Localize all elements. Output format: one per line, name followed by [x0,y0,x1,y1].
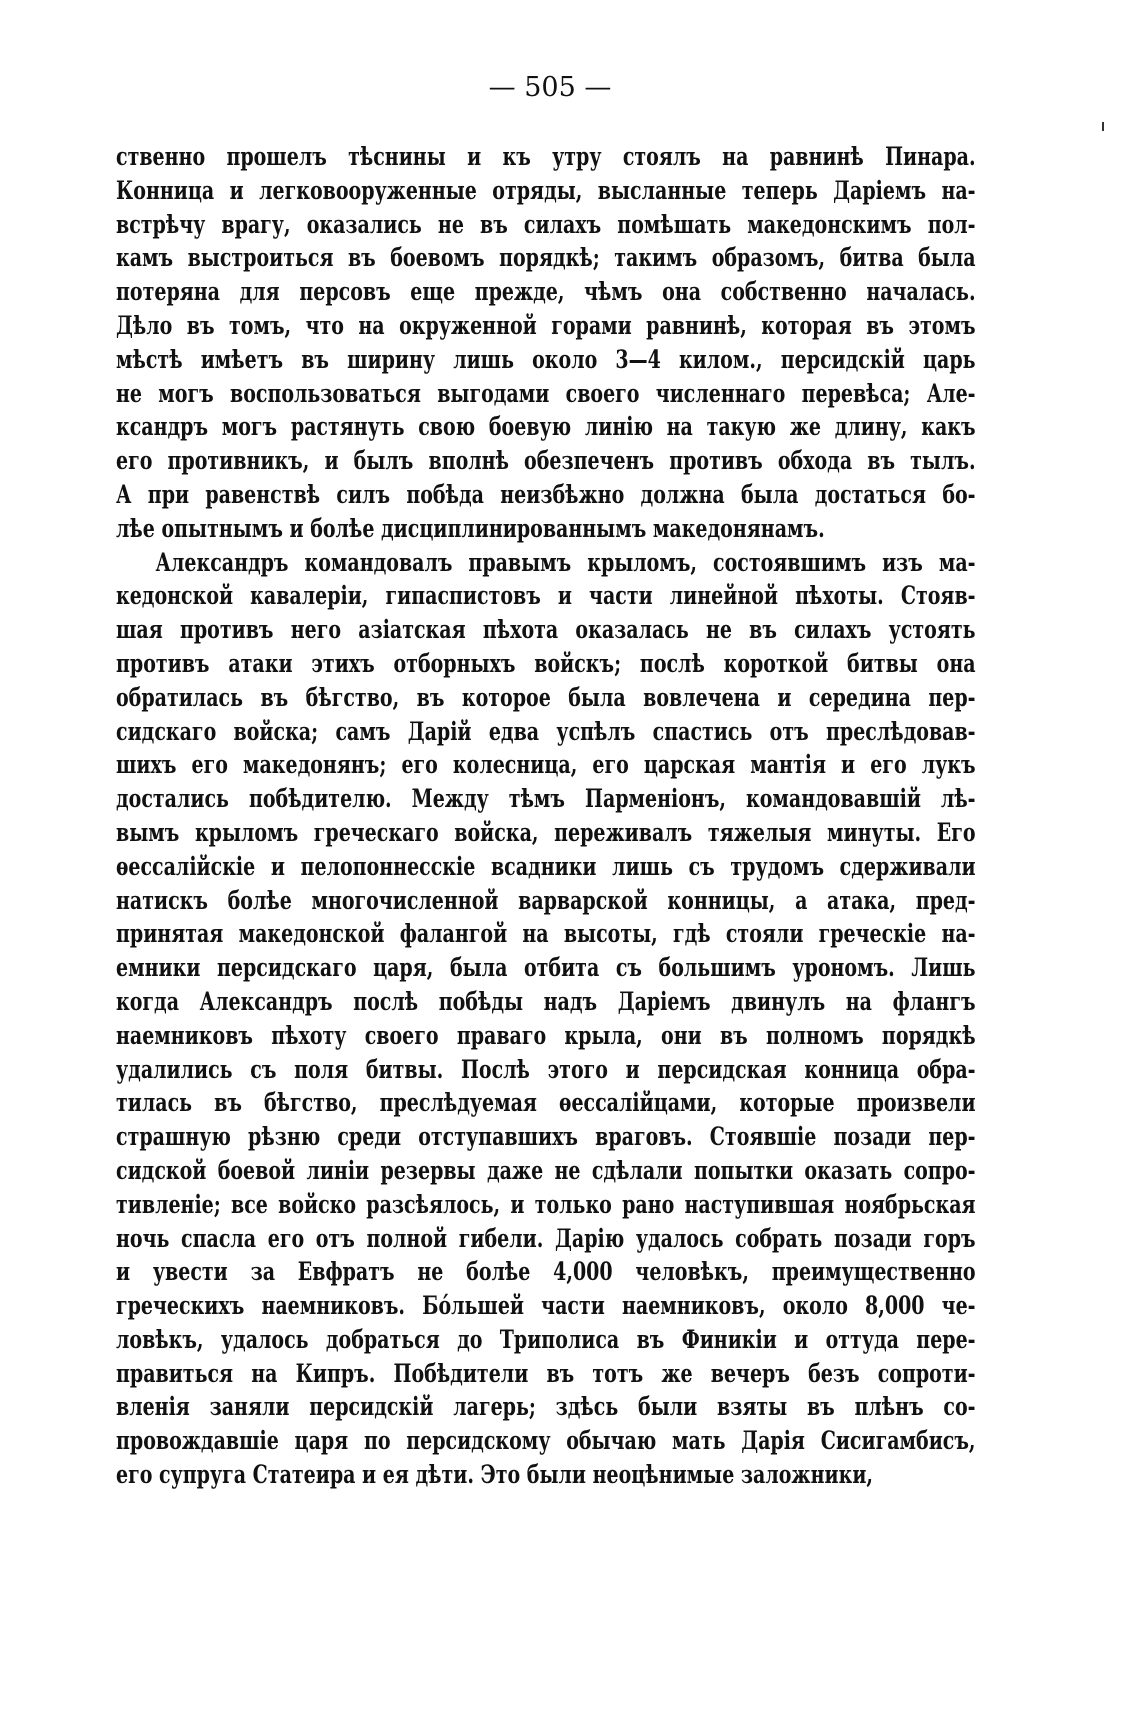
text-line: обратилась въ бѣгство, въ которое была вовлечена и середина пер- [116,682,976,712]
text-line: тилась въ бѣгство, преслѣдуемая ѳессалійцами, которые произвели [116,1088,976,1118]
text-line: правиться на Кипръ. Побѣдители въ тотъ же вечеръ безъ сопроти- [116,1358,976,1388]
text-line: и увести за Евфратъ не болѣе 4,000 человѣкъ, преимущественно [116,1257,976,1287]
text-line: ловѣкъ, удалось добраться до Триполиса въ Финикіи и оттуда пере- [116,1324,976,1354]
text-line: принятая македонской фалангой на высоты, гдѣ стояли греческіе на- [116,919,976,949]
text-line: тивленіе; все войско разсѣялось, и только рано наступившая ноябрьская [116,1189,976,1219]
text-line: мѣстѣ имѣетъ въ ширину лишь около 3—4 килом., персидскій царь [116,344,976,374]
text-line: противъ атаки этихъ отборныхъ войскъ; послѣ короткой битвы она [116,648,976,678]
text-line: Дѣло въ томъ, что на окруженной горами равнинѣ, которая въ этомъ [116,310,976,340]
print-speck [1102,122,1104,131]
text-line: достались побѣдителю. Между тѣмъ Парменіонъ, командовавшій лѣ- [116,784,976,814]
text-line: Конница и легковооруженные отряды, высланные теперь Даріемъ на- [116,175,976,205]
text-line: лѣе опытнымъ и болѣе дисциплинированнымъ македонянамъ. [116,513,825,543]
text-line: когда Александръ послѣ побѣды надъ Даріемъ двинулъ на флангъ [116,986,976,1016]
page-number: — 505 — [488,72,612,103]
text-line: сидской боевой линіи резервы даже не сдѣлали попытки оказать сопро- [116,1155,976,1185]
text-line: ночь спасла его отъ полной гибели. Дарію удалось собрать позади горъ [116,1223,976,1253]
text-line: страшную рѣзню среди отступавшихъ враговъ. Стоявшіе позади пер- [116,1122,976,1152]
text-line: его супруга Статеира и ея дѣти. Это были неоцѣнимые заложники, [116,1460,874,1490]
text-line: вымъ крыломъ греческаго войска, переживалъ тяжелыя минуты. Его [116,817,976,847]
text-line: ѳессалійскіе и пелопоннесскіе всадники лишь съ трудомъ сдерживали [116,851,976,881]
text-line: вленія заняли персидскій лагерь; здѣсь были взяты въ плѣнъ со- [116,1392,976,1422]
text-line: натискъ болѣе многочисленной варварской конницы, а атака, пред- [116,885,976,915]
text-line: шихъ его македонянъ; его колесница, его царская мантія и его лукъ [116,750,976,780]
text-line: Александръ командовалъ правымъ крыломъ, состоявшимъ изъ ма- [155,547,976,577]
text-line: емники персидскаго царя, была отбита съ большимъ урономъ. Лишь [116,953,976,983]
text-line: камъ выстроиться въ боевомъ порядкѣ; такимъ образомъ, битва была [116,243,976,273]
text-line: шая противъ него азіатская пѣхота оказалась не въ силахъ устоять [116,615,976,645]
text-line: кедонской кавалеріи, гипаспистовъ и части линейной пѣхоты. Стояв- [116,581,976,611]
text-line: его противникъ, и былъ вполнѣ обезпеченъ противъ обхода въ тылъ. [116,446,976,476]
text-line: потеряна для персовъ еще прежде, чѣмъ она собственно началась. [116,277,976,307]
text-line: сидскаго войска; самъ Дарій едва успѣлъ спастись отъ преслѣдовав- [116,716,976,746]
text-line: встрѣчу врагу, оказались не въ силахъ помѣшать македонскимъ пол- [116,209,976,239]
text-line: ственно прошелъ тѣснины и къ утру стоялъ на равнинѣ Пинара. [116,142,976,171]
text-line: удалились съ поля битвы. Послѣ этого и персидская конница обра- [116,1054,976,1084]
text-line: греческихъ наемниковъ. Бо́льшей части наемниковъ, около 8,000 че- [116,1291,976,1321]
text-line: наемниковъ пѣхоту своего праваго крыла, они въ полномъ порядкѣ [116,1020,976,1050]
text-line: А при равенствѣ силъ побѣда неизбѣжно должна была достаться бо- [116,479,976,509]
text-line: ксандръ могъ растянуть свою боевую линію на такую же длину, какъ [116,412,976,442]
text-line: не могъ воспользоваться выгодами своего численнаго перевѣса; Але- [116,378,976,408]
text-line: провождавшіе царя по персидскому обычаю мать Дарія Сисигамбисъ, [116,1426,976,1456]
body-text [116,140,976,1492]
